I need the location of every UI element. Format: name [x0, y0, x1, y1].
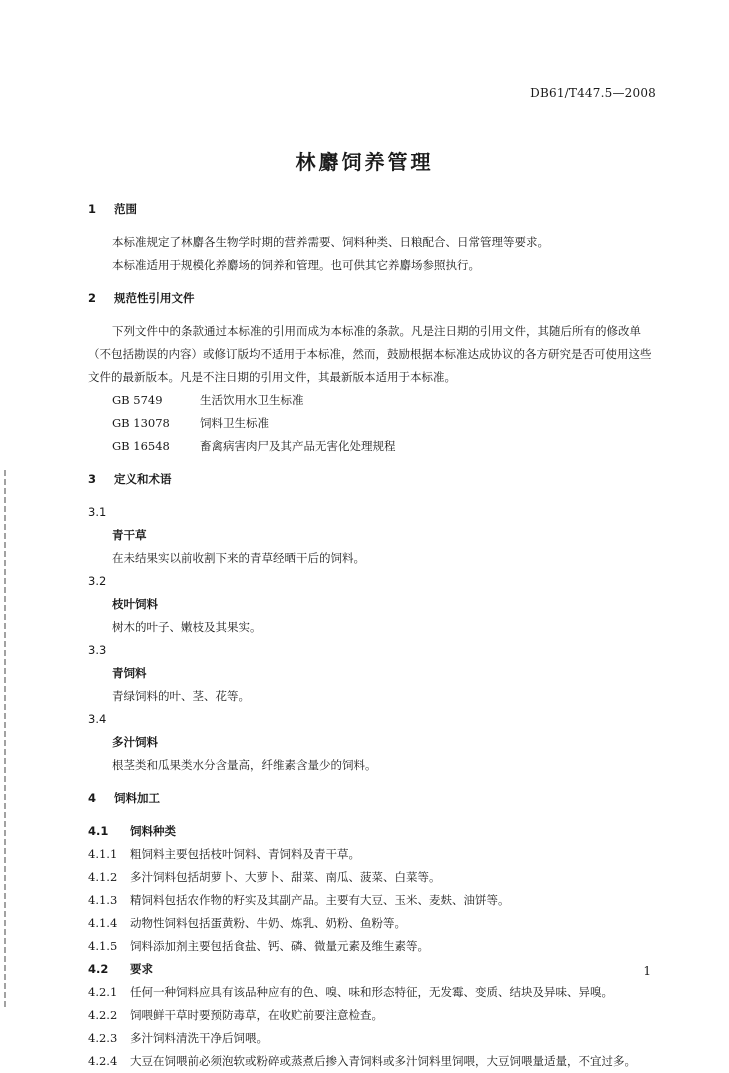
section-heading-scope [88, 198, 662, 221]
scan-edge-mark [4, 470, 6, 1010]
section-number: 4 [88, 791, 97, 805]
reference-item [88, 435, 662, 458]
term-definition: 青绿饲料的叶、茎、花等。 [112, 689, 250, 703]
term-definition: 在未结果实以前收割下来的青草经晒干后的饲料。 [112, 551, 365, 565]
page-number: 1 [643, 964, 651, 978]
reference-name: 饲料卫生标准 [200, 416, 269, 430]
clause-number: 4.1.4 [88, 916, 118, 930]
clause-text: 大豆在饲喂前必须泡软或粉碎或蒸煮后掺入青饲料或多汁饲料里饲喂，大豆饲喂量适量，不宜过多。 [130, 1054, 636, 1068]
term-name: 青饲料 [112, 666, 147, 680]
term-definition: 根茎类和瓜果类水分含量高，纤维素含量少的饲料。 [112, 758, 377, 772]
clause-number: 4.2.2 [88, 1008, 118, 1022]
term-definition: 树木的叶子、嫩枝及其果实。 [112, 620, 262, 634]
clause-text: 任何一种饲料应具有该品种应有的色、嗅、味和形态特征，无发霉、变质、结块及异味、异嗅。 [130, 985, 613, 999]
clause-item [88, 889, 662, 912]
paragraph: 下列文件中的条款通过本标准的引用而成为本标准的条款。凡是注日期的引用文件，其随后所有的修改单（不包括勘误的内容）或修订版均不适用于本标准，然而，鼓励根据本标准达成协议的各方研究是否可使用这些文件的最新版本。凡是不注日期的引用文件，其最新版本适用于本标准。 [88, 324, 652, 384]
section-heading-references [88, 287, 662, 310]
section-number: 2 [88, 291, 97, 305]
term-number: 3.4 [88, 712, 107, 726]
term-number: 3.2 [88, 574, 107, 588]
standard-code: DB61/T447.5—2008 [530, 86, 656, 100]
section-title: 定义和术语 [114, 472, 172, 486]
reference-name: 畜禽病害肉尸及其产品无害化处理规程 [200, 439, 396, 453]
section-title: 规范性引用文件 [114, 291, 195, 305]
section-title: 饲料加工 [114, 791, 160, 805]
clause-number: 4.1.2 [88, 870, 118, 884]
clause-item [88, 981, 662, 1004]
term-name: 多汁饲料 [112, 735, 158, 749]
clause-text: 动物性饲料包括蛋黄粉、牛奶、炼乳、奶粉、鱼粉等。 [130, 916, 406, 930]
section-title: 范围 [114, 202, 137, 216]
clause-number: 4.2.4 [88, 1054, 118, 1068]
clause-item [88, 1050, 662, 1073]
reference-item [88, 389, 662, 412]
subsection-number: 4.2 [88, 962, 109, 976]
clause-item [88, 1027, 662, 1050]
clause-item [88, 935, 662, 958]
term-number: 3.3 [88, 643, 107, 657]
subsection-title: 饲料种类 [130, 824, 176, 838]
subsection-heading-feed-types [88, 820, 662, 843]
clause-item [88, 843, 662, 866]
section-heading-definitions [88, 468, 662, 491]
document-title: 林麝饲养管理 [295, 150, 434, 174]
clause-text: 精饲料包括农作物的籽实及其副产品。主要有大豆、玉米、麦麸、油饼等。 [130, 893, 510, 907]
subsection-number: 4.1 [88, 824, 109, 838]
clause-item [88, 912, 662, 935]
clause-text: 多汁饲料包括胡萝卜、大萝卜、甜菜、南瓜、菠菜、白菜等。 [130, 870, 441, 884]
paragraph: 本标准规定了林麝各生物学时期的营养需要、饲料种类、日粮配合、日常管理等要求。 [112, 235, 549, 249]
clause-number: 4.1.1 [88, 847, 118, 861]
reference-code: GB 13078 [112, 416, 170, 430]
term-name: 枝叶饲料 [112, 597, 158, 611]
clause-text: 饲喂鲜干草时要预防毒草，在收贮前要注意检查。 [130, 1008, 383, 1022]
reference-name: 生活饮用水卫生标准 [200, 393, 304, 407]
section-heading-feed-processing [88, 787, 662, 810]
paragraph: 本标准适用于规模化养麝场的饲养和管理。也可供其它养麝场参照执行。 [112, 258, 480, 272]
clause-item [88, 866, 662, 889]
clause-number: 4.1.3 [88, 893, 118, 907]
subsection-title: 要求 [130, 962, 153, 976]
clause-number: 4.2.1 [88, 985, 118, 999]
section-number: 3 [88, 472, 97, 486]
clause-text: 多汁饲料清洗干净后饲喂。 [130, 1031, 268, 1045]
reference-item [88, 412, 662, 435]
document-body [88, 198, 662, 1073]
reference-code: GB 16548 [112, 439, 170, 453]
term-name: 青干草 [112, 528, 147, 542]
clause-text: 饲料添加剂主要包括食盐、钙、磷、微量元素及维生素等。 [130, 939, 429, 953]
clause-text: 粗饲料主要包括枝叶饲料、青饲料及青干草。 [130, 847, 360, 861]
reference-code: GB 5749 [112, 393, 163, 407]
term-number: 3.1 [88, 505, 107, 519]
subsection-heading-requirements [88, 958, 662, 981]
section-number: 1 [88, 202, 97, 216]
clause-number: 4.2.3 [88, 1031, 118, 1045]
clause-number: 4.1.5 [88, 939, 118, 953]
